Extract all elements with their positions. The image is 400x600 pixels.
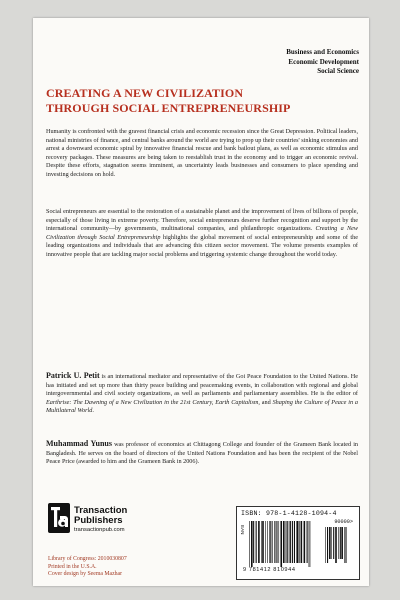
barcode-bar xyxy=(329,527,331,559)
barcode-bar xyxy=(286,521,287,563)
barcode-bar xyxy=(258,521,260,563)
publisher-logo-icon xyxy=(48,503,70,533)
barcode-bar xyxy=(270,521,271,563)
author-bio-petit xyxy=(46,372,358,416)
barcode-bar xyxy=(345,527,346,563)
barcode-bar xyxy=(267,521,268,563)
barcode-bar xyxy=(290,521,291,563)
credit-line: Library of Congress: 2010030807 xyxy=(48,556,127,562)
paragraph-text: highlights the global movement of social entrepreneurship and some of the leading organizations and individuals that are advancing this citizen sector movement. The volume presents examples of innovative people that are tackling major social problems and triggering systemic change throughout the world today. xyxy=(46,233,358,258)
barcode-bar xyxy=(301,521,303,563)
book-back-cover xyxy=(33,18,369,586)
credit-line: Cover design by Seema Mazhar xyxy=(48,571,123,578)
barcode-bar xyxy=(287,521,288,563)
author-name: Patrick U. Petit xyxy=(46,371,100,380)
barcode-bar xyxy=(341,527,343,559)
author-bio-yunus xyxy=(46,440,358,467)
credit-line: Printed in the U.S.A. xyxy=(48,563,97,570)
publisher-text xyxy=(74,506,127,534)
barcode-bar xyxy=(310,521,311,567)
barcode-bar xyxy=(272,521,273,563)
publisher-name: Transaction xyxy=(74,505,128,516)
book-title-line: CREATING A NEW CIVILIZATION xyxy=(46,86,244,100)
subject-categories xyxy=(286,48,359,77)
barcode-bar xyxy=(283,521,285,563)
isbn-barcode xyxy=(236,506,360,580)
barcode-bar xyxy=(335,527,337,563)
barcode-bar xyxy=(307,521,308,563)
ean-label: EAN xyxy=(240,525,245,535)
barcode-bar xyxy=(276,521,277,563)
barcode-bar xyxy=(253,521,254,563)
description-paragraph-2 xyxy=(46,208,358,260)
barcode-bar xyxy=(292,521,293,563)
barcode-bar xyxy=(331,527,332,559)
book-title-inline: Creating a New Civilization through Social Entrepreneurship xyxy=(46,225,358,241)
barcode-bar xyxy=(261,521,262,563)
bio-text: is an international mediator and representative of the Goi Peace Foundation to the United Nations. He has initiated and set up more than thirty peace building and peacemaking events, in collaboration with regional and global intergovernmental and civil society organizations, as well as parliaments and parliamentary assemblies. He is the editor of xyxy=(46,373,358,398)
barcode-digits: 9 781412 810944 xyxy=(243,567,296,573)
barcode-bar xyxy=(340,527,341,559)
bio-text: and xyxy=(259,398,273,406)
barcode-bar xyxy=(289,521,290,563)
book-title-line: THROUGH SOCIAL ENTREPRENEURSHIP xyxy=(46,101,291,115)
description-paragraph-1: Humanity is confronted with the gravest financial crisis and economic recession since the Great Depression. Political leaders, national ministries of finance, and central banks around the world are trying to prop up their countries' sinking economies and arrest a downward economic spiral by innovative financial rescue and bank bailout plans, as well as economic stimulus and recovery packages. These measures are being taken to reestablish trust in the economy and to trigger an economic revival. Despite these efforts, stagnation seems imminent, as uncertainty leads businesses and consumers to place spending and investing decisions on hold. xyxy=(46,128,358,178)
barcode-bar xyxy=(327,527,328,563)
subject-category: Economic Development xyxy=(288,57,359,66)
book-title-inline: Shaping the Culture of Peace in a Multilateral World xyxy=(46,398,358,415)
barcode-bar xyxy=(278,521,279,563)
barcode-bars xyxy=(249,521,321,567)
book-title xyxy=(46,86,356,116)
barcode-bar xyxy=(249,521,250,567)
publisher-block xyxy=(48,503,168,543)
barcode-bar xyxy=(338,527,339,559)
publication-credits xyxy=(48,556,127,579)
barcode-bar xyxy=(262,521,264,563)
barcode-bar xyxy=(294,521,295,563)
barcode-addon-bars xyxy=(325,527,353,563)
barcode-bar xyxy=(296,521,298,563)
subject-category: Business and Economics xyxy=(286,48,359,56)
barcode-bar xyxy=(299,521,300,563)
book-titles-inline: Earthrise: The Dawning of a New Civilization in the 21st Century, Earth Capitalism, xyxy=(46,398,260,406)
bio-text: was professor of economics at Chittagong College and founder of the Grameen Bank located in Bangladesh. He serves on the board of directors of the United Nations Foundation and has been the recipient of the Nobel Peace Price (awarded to him and the Grameen Bank in 2006). xyxy=(46,441,359,466)
barcode-bar xyxy=(344,527,345,563)
barcode-bar xyxy=(333,527,334,559)
barcode-bar xyxy=(265,521,266,563)
barcode-bar xyxy=(256,521,257,563)
barcode-bar xyxy=(269,521,270,563)
bio-text: . xyxy=(92,407,94,415)
barcode-bar xyxy=(274,521,275,563)
author-name: Muhammad Yunus xyxy=(46,439,112,448)
subject-category: Social Science xyxy=(317,67,359,75)
barcode-bar xyxy=(325,527,326,563)
isbn-number: ISBN: 978-1-4128-1094-4 xyxy=(241,510,337,517)
paragraph-text: Social entrepreneurs are essential to the restoration of a sustainable planet and the improvement of lives of billions of people, especially of those living in extreme poverty. Therefore, social entrepreneurs deserve further recognition and support by the international community—by governments, multinational companies, and philanthropic organizations. xyxy=(46,208,358,233)
barcode-bar xyxy=(304,521,306,563)
barcode-bar xyxy=(280,521,282,567)
publisher-name: Publishers xyxy=(74,515,123,526)
barcode-bar xyxy=(251,521,253,567)
barcode-bar xyxy=(309,521,310,567)
price-code: 90000> xyxy=(334,519,353,525)
publisher-url: transactionpub.com xyxy=(74,527,125,533)
